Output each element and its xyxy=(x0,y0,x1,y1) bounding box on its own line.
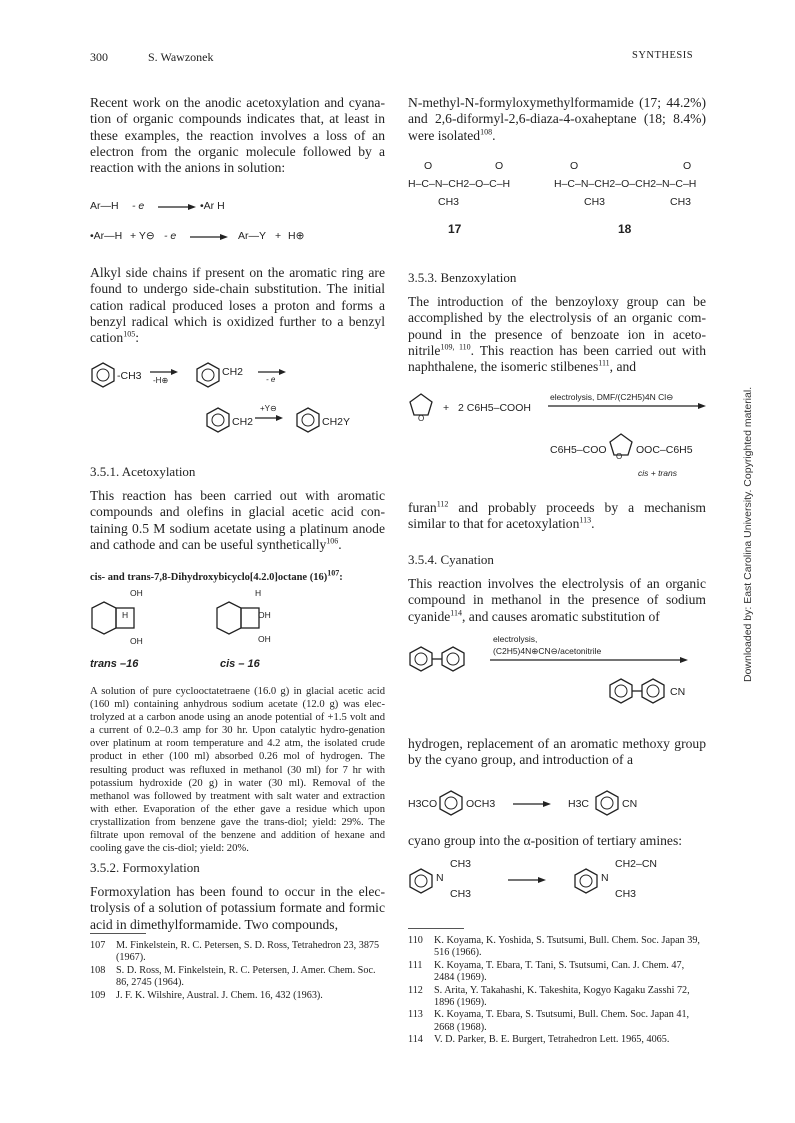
section-heading-acetoxylation: 3.5.1. Acetoxylation xyxy=(90,464,196,479)
biphenyl-icon xyxy=(608,678,668,704)
section-heading-benzoxylation: 3.5.3. Benzoxylation xyxy=(408,270,517,285)
benzene-ring-icon xyxy=(195,362,221,388)
footnote: 113 K. Koyama, T. Ebara, S. Tsutsumi, Bull. Chem. Soc. Japan 41, 2668 (1968). xyxy=(408,1009,690,1033)
benzene-ring-icon xyxy=(90,362,116,388)
formoxylation-paragraph: Formoxylation has been found to occur in the elec-trolysis of a solution of potassium formate and formic acid in dimethylformamide. Two compounds, xyxy=(90,884,385,932)
radical-equations: Ar—H - e •Ar H •Ar—H + Y⊖ - e Ar—Y + H⊕ xyxy=(90,200,305,242)
footnote-rule xyxy=(408,928,464,929)
benzene-ring-icon xyxy=(408,868,434,894)
benzene-ring-icon xyxy=(295,407,321,433)
section-heading-cyanation: 3.5.4. Cyanation xyxy=(408,552,494,567)
side-chain-paragraph: Alkyl side chains if present on the aromatic ring are found to undergo side-chain substitution. The initial cation radical produced loses a proton and forms a benzyl radical which is oxidized further to a benzyl cation$^{105}$: xyxy=(90,265,385,346)
footnote: 114 V. D. Parker, B. E. Burgert, Tetrahedron Lett. 1965, 4065. xyxy=(408,1034,670,1046)
furan-paragraph: furan$^{112}$ and probably proceeds by a mechanism similar to that for acetoxylation$^{113}$. xyxy=(408,499,706,532)
footnote: 112 S. Arita, Y. Takahashi, K. Takeshita, Kogyo Kagaku Zasshi 72, 1896 (1969). xyxy=(408,984,690,1009)
benzene-ring-icon xyxy=(594,790,620,816)
arrow-icon xyxy=(190,233,230,241)
benzyl-cation-scheme: -CH3 -H⊕ CH2 - e CH2 +Y⊖ CH2Y xyxy=(90,362,390,442)
bicyclooctane-ring-icon xyxy=(90,600,150,636)
benzene-ring-icon xyxy=(573,868,599,894)
preparation-title: cis- and trans-7,8-Dihydroxybicyclo[4.2.0]octane $(16)^{107}$: xyxy=(90,568,343,583)
benzene-ring-icon xyxy=(438,790,464,816)
download-watermark: Downloaded by: East Carolina University. Copyrighted material. xyxy=(742,386,754,682)
acetoxylation-paragraph: This reaction has been carried out with aromatic compounds and olefins in glacial acetic acid con-taining 0.5 M sodium acetate using a platinum anode and cathode and can be useful synthetically$^{106}$. xyxy=(90,488,385,552)
cyanation-paragraph: This reaction involves the electrolysis of an organic compound in methanol in the presence of sodium cyanide$^{114}$, and causes aromatic substitution of xyxy=(408,576,706,624)
arrow-icon xyxy=(548,402,708,410)
compound-label: 18 xyxy=(618,222,632,236)
biphenyl-icon xyxy=(408,646,468,672)
footnotes-left xyxy=(90,940,390,1002)
footnote: 108 S. D. Ross, M. Finkelstein, R. C. Petersen, J. Amer. Chem. Soc. 86, 2745 (1964). xyxy=(90,964,376,989)
cyanation-continued-paragraph: hydrogen, replacement of an aromatic methoxy group by the cyano group, and introduction of a xyxy=(408,736,706,768)
footnote: 109 J. F. K. Wilshire, Austral. J. Chem. 16, 432 (1963). xyxy=(90,989,323,1001)
footnote-rule xyxy=(90,933,146,934)
compounds-17-18: O O H–C–N–CH2–O–C–H CH3 17 O O H–C–N–CH2–O–CH2–N–C–H CH3 CH3 18 xyxy=(408,160,697,236)
arrow-icon xyxy=(508,876,548,884)
arrow-icon xyxy=(490,656,690,664)
furan-benzoxylation-scheme: O + 2 C6H5–COOH electrolysis, DMF/(C2H5)4N Cl⊖ C6H5–COO O OOC–C6H5 cis + trans xyxy=(408,392,708,482)
footnotes-right xyxy=(408,935,708,1047)
compound-label: 17 xyxy=(448,222,462,236)
benzene-ring-icon xyxy=(205,407,231,433)
procedure-text: A solution of pure cyclooctatetraene (16.0 g) in glacial acetic acid (160 ml) containing anhydrous sodium acetate (12.0 g) was elec-trolyzed at a carbon anode using an anode potential of +1.5 volt and a current of 0.2–0.3 amp for 30 hr. Upon catalytic hydro-genation over platinum at room temperature and 4.2 atm, the isolated crude product in ether (100 ml) absorbed 0.26 mol of hydrogen. The resulting product was refluxed in methanol (30 ml) for 7 hr with potassium hydroxide (20 g) in water (30 ml). Removal of the methanol was followed by treatment with salt water and extraction with ether. Evaporation of the ether gave a residue which upon crystallization from benzene gave the trans-diol; yield: 29%. The filtrate upon removal of the benzene and addition of hexane and cooling gave the cis-diol; yield: 20%. xyxy=(90,686,385,855)
intro-paragraph: Recent work on the anodic acetoxylation and cyana-tion of organic compounds indicates that, at least in these examples, the reaction involves a loss of an electron from the organic molecule followed by a reaction with the anions in solution: xyxy=(90,95,385,176)
biphenyl-cyanation-scheme: electrolysis, (C2H5)4N⊕CN⊖/acetonitrile CN xyxy=(408,632,708,712)
compound-label: cis – 16 xyxy=(220,658,260,670)
footnote: 111 K. Koyama, T. Ebara, T. Tani, S. Tsutsumi, Can. J. Chem. 47, 2484 (1969). xyxy=(408,959,685,984)
arrow-icon xyxy=(158,203,198,211)
arrow-icon xyxy=(150,368,180,376)
compound-label: trans –16 xyxy=(90,658,139,670)
amine-paragraph: cyano group into the α-position of tertiary amines: xyxy=(408,833,683,848)
formoxylation-products-paragraph: N-methyl-N-formyloxymethylformamide (17; 44.2%) and 2,6-diformyl-2,6-diaza-4-oxaheptane (18; 8.4%) were isolated$^{108}$. xyxy=(408,95,706,143)
running-author: S. Wawzonek xyxy=(148,50,214,64)
amine-cyanation-scheme: N CH3 CH3 N CH2–CN CH3 xyxy=(408,858,708,908)
arrow-icon xyxy=(513,800,553,808)
footnote: 110 K. Koyama, K. Yoshida, S. Tsutsumi, Bull. Chem. Soc. Japan 39, 516 (1966). xyxy=(408,935,700,959)
diol-structures: OH H OH H OH OH trans –16 cis – 16 xyxy=(90,588,390,668)
page-number: 300 xyxy=(90,50,108,64)
arrow-icon xyxy=(255,414,285,422)
footnote: 107 M. Finkelstein, R. C. Petersen, S. D. Ross, Tetrahedron 23, 3875 (1967). xyxy=(90,940,380,964)
methoxy-replacement-scheme: H3CO OCH3 H3C CN xyxy=(408,790,708,820)
section-heading-formoxylation: 3.5.2. Formoxylation xyxy=(90,860,200,875)
journal-name: SYNTHESIS xyxy=(632,50,694,61)
benzoxylation-paragraph: The introduction of the benzoyloxy group can be accomplished by the electrolysis of an organic com-pound in the presence of benzoate ion in aceto-nitrile$^{109, 110}$. This reaction has been carried out with naphthalene, the isomeric stilbenes$^{111}$, and xyxy=(408,294,707,375)
